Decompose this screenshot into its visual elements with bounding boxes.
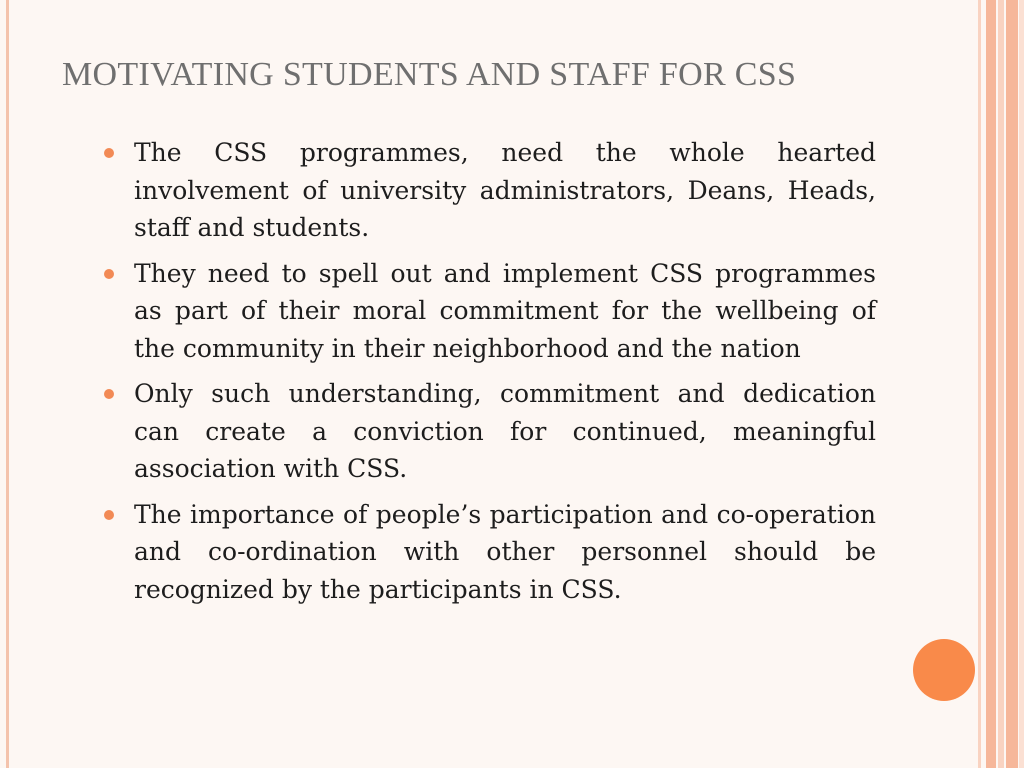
bullet-item: [104, 134, 876, 247]
right-border-band: [998, 0, 1004, 768]
bullet-text: The importance of people’s participation and co-operation and co-ordination with other personnel should be recognized by the participants in CSS.: [134, 499, 876, 604]
right-border-band: [1006, 0, 1018, 768]
bullet-icon: [104, 510, 114, 520]
bullet-item: [104, 375, 876, 488]
bullet-text: The CSS programmes, need the whole hearted involvement of university administrators, Deans, Heads, staff and students.: [134, 138, 876, 242]
right-border-band: [986, 0, 996, 768]
bullet-icon: [104, 148, 114, 158]
accent-circle-icon: [913, 639, 975, 701]
bullet-list: [104, 134, 876, 616]
bullet-item: [104, 496, 876, 609]
right-border-band: [978, 0, 981, 768]
left-border-line: [6, 0, 9, 768]
right-border-band: [1019, 0, 1024, 768]
slide-title: MOTIVATING STUDENTS AND STAFF FOR CSS: [62, 56, 797, 93]
bullet-icon: [104, 389, 114, 399]
bullet-text: They need to spell out and implement CSS programmes as part of their moral commitment for the wellbeing of the community in their neighborhood and the nation: [134, 258, 876, 363]
bullet-text: Only such understanding, commitment and dedication can create a conviction for continued, meaningful association with CSS.: [134, 379, 876, 483]
bullet-item: [104, 255, 876, 368]
bullet-icon: [104, 269, 114, 279]
